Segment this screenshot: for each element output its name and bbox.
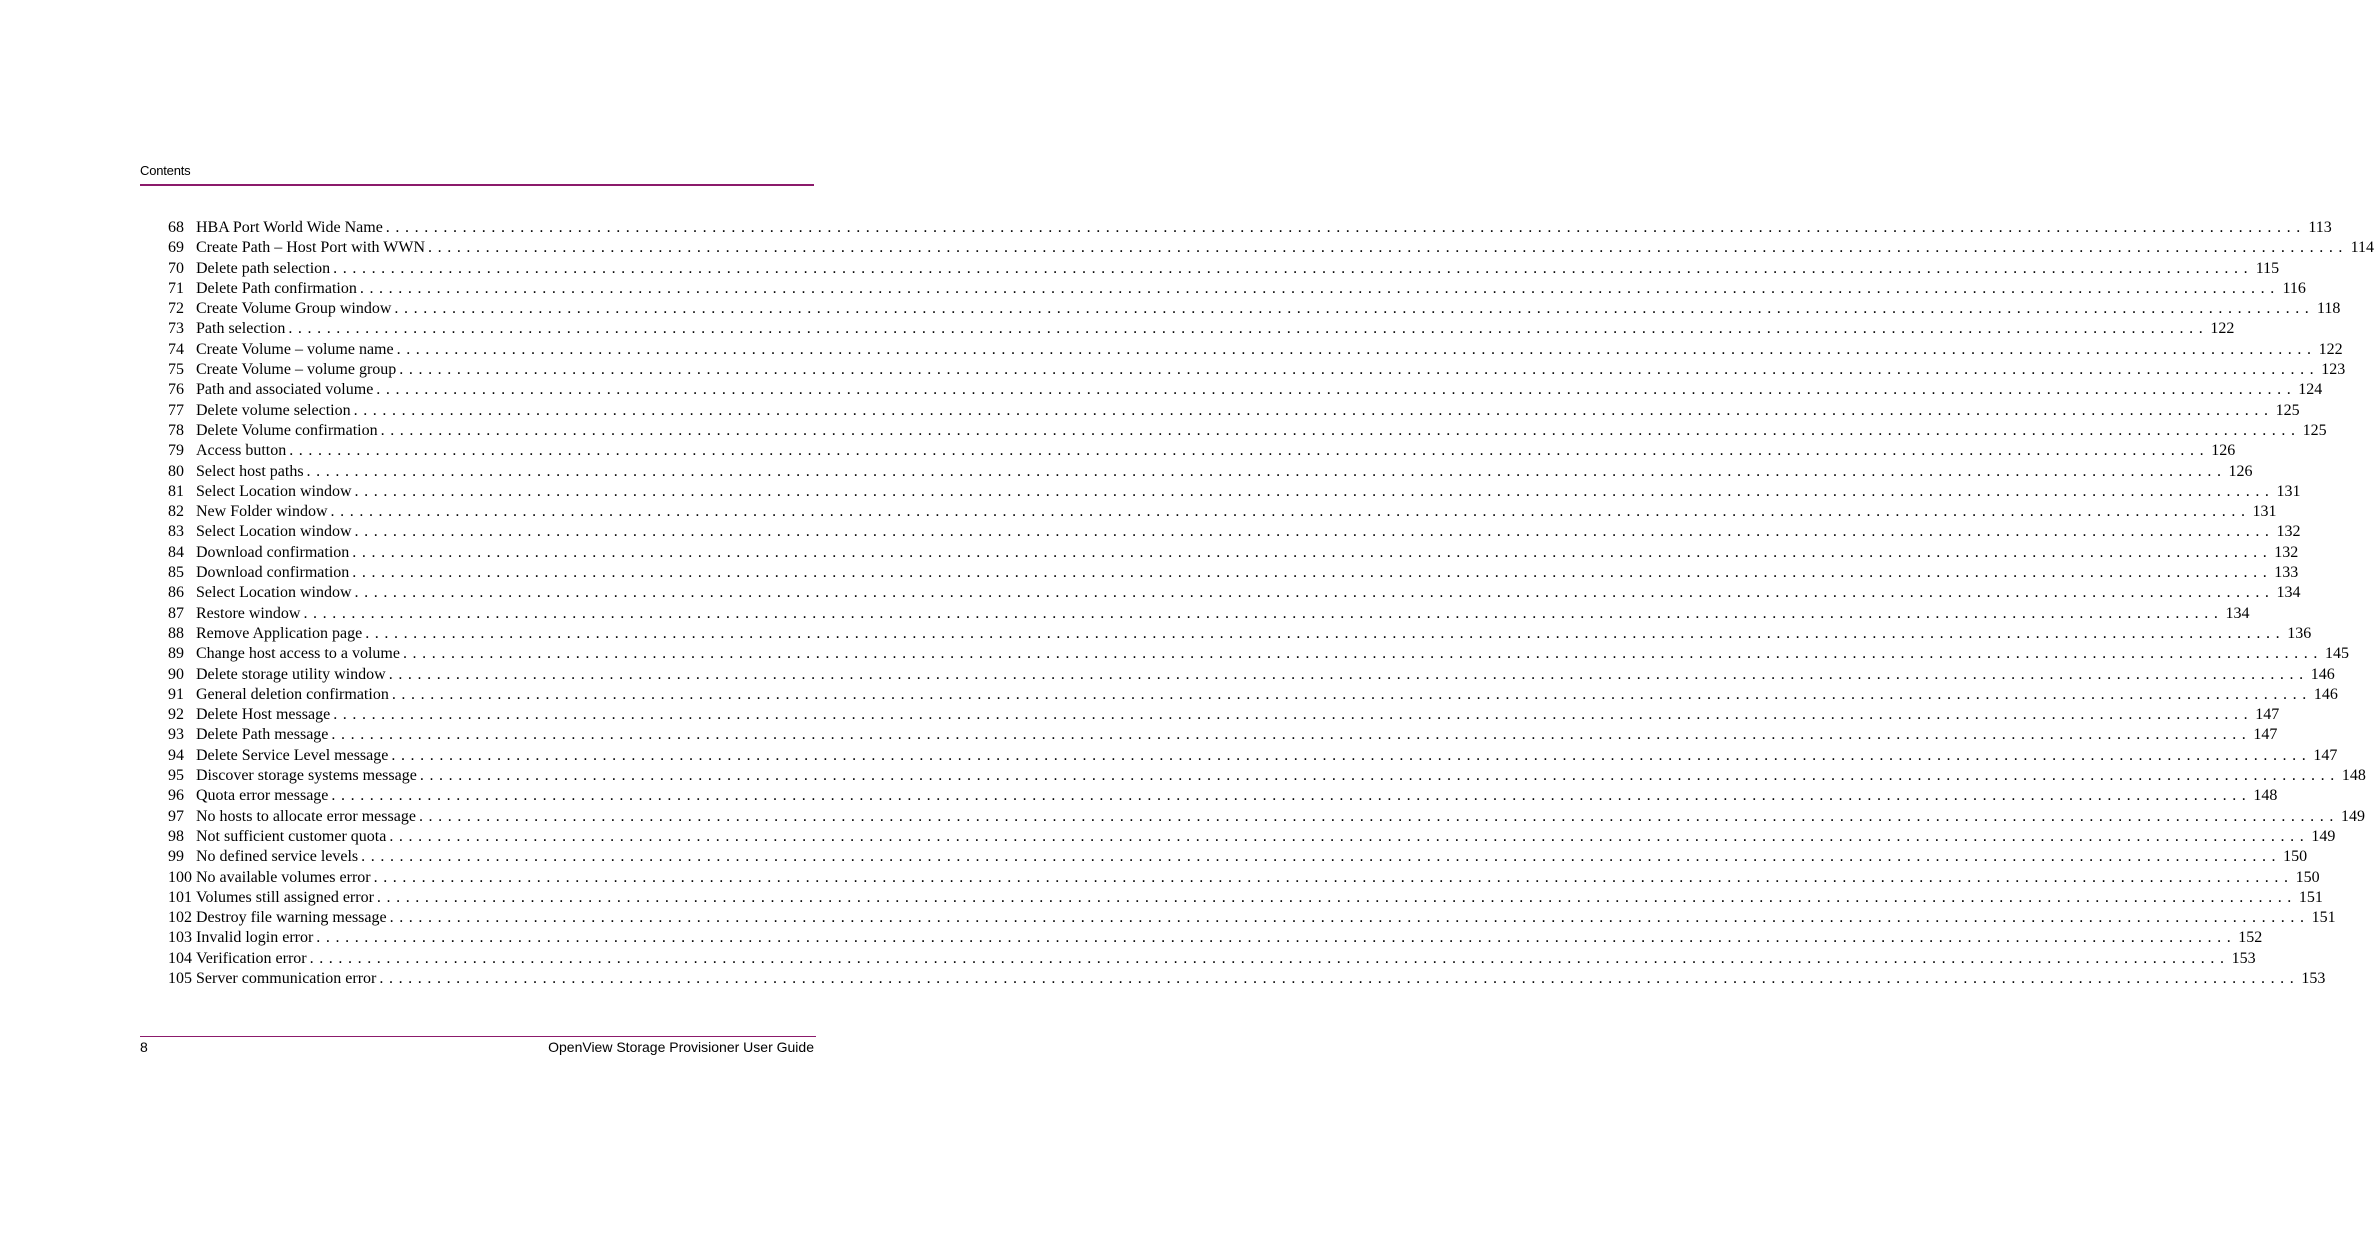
figure-page-number: 146 [2313,685,2338,703]
toc-entry[interactable] [168,807,2365,828]
dot-leader: ........................................................................................................................................................................................................ [331,787,2252,805]
figure-page-number: 150 [2283,848,2308,866]
figure-title: Delete Path message [196,726,329,744]
toc-entry[interactable] [168,523,2301,543]
figure-page-number: 148 [2253,787,2278,805]
figure-number: 72 [168,300,184,318]
figure-number: 93 [168,726,184,744]
figure-number: 94 [168,746,184,764]
dot-leader: ........................................................................................................................................................................................................ [419,767,2340,785]
figure-number: 90 [168,665,184,683]
figure-page-number: 131 [2276,482,2301,500]
header-rule [140,184,814,186]
figure-page-number: 152 [2238,929,2263,947]
figure-page-number: 151 [2298,888,2323,906]
figure-title: Delete path selection [196,259,331,277]
figure-title: Create Path – Host Port with WWN [196,239,426,257]
dot-leader: ........................................................................................................................................................................................................ [303,604,2224,622]
figure-page-number: 147 [2313,746,2338,764]
figure-number: 82 [168,503,184,521]
figure-title: Discover storage systems message [196,767,417,785]
figure-page-number: 145 [2324,645,2349,663]
figure-number: 76 [168,381,184,399]
figure-title: Download confirmation [196,543,350,561]
dot-leader: ........................................................................................................................................................................................................ [379,969,2300,987]
figure-number: 81 [168,482,184,500]
list-of-figures [168,219,2374,990]
figure-number: 69 [168,239,184,257]
dot-leader: ........................................................................................................................................................................................................ [388,665,2309,683]
figure-number: 87 [168,604,184,622]
dot-leader: ........................................................................................................................................................................................................ [399,361,2320,379]
dot-leader: ........................................................................................................................................................................................................ [354,482,2275,500]
figure-number: 96 [168,787,184,805]
dot-leader: ........................................................................................................................................................................................................ [359,279,2280,297]
figure-page-number: 147 [2255,706,2280,724]
figure-page-number: 115 [2255,259,2280,277]
figure-title: Remove Application page [196,624,363,642]
figure-title: HBA Port World Wide Name [196,219,383,236]
figure-page-number: 126 [2211,442,2236,460]
toc-entry[interactable] [168,320,2235,340]
figure-number: 79 [168,442,184,460]
figure-page-number: 122 [2318,340,2343,358]
figure-title: Select Location window [196,523,352,541]
dot-leader: ........................................................................................................................................................................................................ [352,564,2273,582]
figure-title: No defined service levels [196,848,359,866]
dot-leader: ........................................................................................................................................................................................................ [389,909,2310,927]
figure-title: Create Volume – volume group [196,361,397,379]
figure-page-number: 149 [2311,827,2336,845]
toc-entry[interactable] [168,401,2300,422]
figure-title: General deletion confirmation [196,685,389,703]
figure-title: Create Volume – volume name [196,340,394,358]
figure-number: 89 [168,645,184,663]
toc-entry[interactable] [168,868,2320,889]
figure-page-number: 146 [2310,665,2335,683]
figure-number: 77 [168,401,184,419]
figure-number: 92 [168,706,184,724]
figure-number: 101 [168,888,192,906]
toc-entry[interactable] [168,361,2346,381]
figure-page-number: 123 [2321,361,2346,379]
figure-page-number: 132 [2274,543,2299,561]
figure-title: No available volumes error [196,868,371,886]
dot-leader: ........................................................................................................................................................................................................ [333,259,2254,277]
guide-title: OpenView Storage Provisioner User Guide [548,1039,814,1055]
figure-number: 68 [168,219,184,236]
figure-title: Delete Host message [196,706,331,724]
figure-title: Delete Service Level message [196,746,389,764]
dot-leader: ........................................................................................................................................................................................................ [289,442,2210,460]
dot-leader: ........................................................................................................................................................................................................ [306,462,2227,480]
figure-page-number: 113 [2308,219,2332,236]
figure-number: 73 [168,320,184,338]
figure-title: Restore window [196,604,301,622]
toc-entry[interactable] [168,543,2299,564]
figure-number: 105 [168,969,192,987]
figure-page-number: 125 [2275,401,2300,419]
figure-page-number: 126 [2228,462,2253,480]
figure-page-number: 153 [2301,969,2326,987]
figure-page-number: 151 [2311,909,2336,927]
dot-leader: ........................................................................................................................................................................................................ [391,746,2312,764]
figure-page-number: 133 [2274,564,2299,582]
toc-entry[interactable] [168,219,2332,239]
toc-entry[interactable] [168,604,2250,625]
dot-leader: ........................................................................................................................................................................................................ [428,239,2349,257]
dot-leader: ........................................................................................................................................................................................................ [352,543,2273,561]
figure-page-number: 132 [2276,523,2301,541]
figure-number: 100 [168,868,192,886]
toc-entry[interactable] [168,685,2338,706]
figure-number: 99 [168,848,184,866]
figure-number: 86 [168,584,184,602]
figure-title: Delete Volume confirmation [196,421,378,439]
dot-leader: ........................................................................................................................................................................................................ [418,807,2339,825]
dot-leader: ........................................................................................................................................................................................................ [354,584,2275,602]
toc-entry[interactable] [168,665,2335,686]
figure-page-number: 136 [2287,624,2312,642]
toc-entry[interactable] [168,827,2336,848]
dot-leader: ........................................................................................................................................................................................................ [376,381,2297,399]
toc-entry[interactable] [168,239,2374,259]
toc-entry[interactable] [168,746,2338,767]
toc-entry[interactable] [168,421,2327,442]
figure-number: 74 [168,340,184,358]
footer-rule [140,1036,816,1037]
figure-number: 70 [168,259,184,277]
toc-entry[interactable] [168,564,2299,584]
figure-title: Access button [196,442,287,460]
figure-title: Path and associated volume [196,381,374,399]
running-head: Contents [140,163,191,178]
dot-leader: ........................................................................................................................................................................................................ [361,848,2282,866]
figure-number: 98 [168,827,184,845]
toc-entry[interactable] [168,645,2349,665]
dot-leader: ........................................................................................................................................................................................................ [402,645,2323,663]
dot-leader: ........................................................................................................................................................................................................ [389,827,2310,845]
toc-entry[interactable] [168,949,2256,970]
toc-entry[interactable] [168,300,2341,320]
figure-page-number: 134 [2225,604,2250,622]
toc-entry[interactable] [168,909,2336,929]
figure-title: Server communication error [196,969,377,987]
toc-entry[interactable] [168,848,2308,868]
dot-leader: ........................................................................................................................................................................................................ [396,340,2317,358]
toc-entry[interactable] [168,482,2301,503]
toc-entry[interactable] [168,462,2253,483]
figure-number: 85 [168,564,184,582]
dot-leader: ........................................................................................................................................................................................................ [373,868,2294,886]
figure-page-number: 118 [2316,300,2341,318]
dot-leader: ........................................................................................................................................................................................................ [391,685,2312,703]
figure-title: Invalid login error [196,929,314,947]
dot-leader: ........................................................................................................................................................................................................ [354,523,2275,541]
toc-entry[interactable] [168,969,2326,990]
figure-title: New Folder window [196,503,328,521]
toc-entry[interactable] [168,726,2278,746]
figure-number: 97 [168,807,184,825]
figure-page-number: 125 [2302,421,2327,439]
figure-title: Path selection [196,320,286,338]
figure-title: Download confirmation [196,564,350,582]
figure-title: Delete storage utility window [196,665,386,683]
figure-title: Delete Path confirmation [196,279,357,297]
figure-number: 88 [168,624,184,642]
figure-number: 102 [168,909,192,927]
figure-number: 104 [168,949,192,967]
figure-page-number: 114 [2350,239,2374,257]
figure-number: 80 [168,462,184,480]
figure-number: 78 [168,421,184,439]
dot-leader: ........................................................................................................................................................................................................ [394,300,2315,318]
figure-title: Quota error message [196,787,329,805]
figure-title: Select Location window [196,584,352,602]
toc-entry[interactable] [168,279,2306,300]
toc-entry[interactable] [168,929,2263,949]
dot-leader: ........................................................................................................................................................................................................ [316,929,2237,947]
dot-leader: ........................................................................................................................................................................................................ [385,219,2306,236]
dot-leader: ........................................................................................................................................................................................................ [288,320,2209,338]
figure-title: Create Volume Group window [196,300,392,318]
dot-leader: ........................................................................................................................................................................................................ [331,726,2252,744]
figure-title: Delete volume selection [196,401,351,419]
dot-leader: ........................................................................................................................................................................................................ [376,888,2297,906]
figure-page-number: 148 [2341,767,2366,785]
figure-number: 75 [168,361,184,379]
figure-page-number: 149 [2340,807,2365,825]
toc-entry[interactable] [168,706,2280,726]
toc-entry[interactable] [168,624,2312,645]
dot-leader: ........................................................................................................................................................................................................ [333,706,2254,724]
dot-leader: ........................................................................................................................................................................................................ [353,401,2274,419]
figure-title: Not sufficient customer quota [196,827,387,845]
figure-page-number: 122 [2210,320,2235,338]
figure-page-number: 153 [2231,949,2256,967]
toc-entry[interactable] [168,888,2323,909]
figure-title: Select Location window [196,482,352,500]
figure-page-number: 147 [2253,726,2278,744]
figure-title: Volumes still assigned error [196,888,374,906]
figure-number: 103 [168,929,192,947]
figure-number: 91 [168,685,184,703]
dot-leader: ........................................................................................................................................................................................................ [330,503,2251,521]
toc-entry[interactable] [168,340,2343,361]
figure-page-number: 134 [2276,584,2301,602]
toc-entry[interactable] [168,259,2280,280]
toc-entry[interactable] [168,767,2366,787]
dot-leader: ........................................................................................................................................................................................................ [365,624,2286,642]
toc-entry[interactable] [168,381,2323,401]
figure-title: Select host paths [196,462,304,480]
figure-number: 95 [168,767,184,785]
toc-entry[interactable] [168,503,2277,523]
figure-number: 83 [168,523,184,541]
figure-page-number: 150 [2295,868,2320,886]
figure-number: 71 [168,279,184,297]
figure-page-number: 124 [2298,381,2323,399]
dot-leader: ........................................................................................................................................................................................................ [309,949,2230,967]
figure-number: 84 [168,543,184,561]
dot-leader: ........................................................................................................................................................................................................ [380,421,2301,439]
figure-title: No hosts to allocate error message [196,807,416,825]
figure-title: Change host access to a volume [196,645,400,663]
page-number: 8 [140,1039,148,1055]
toc-entry[interactable] [168,584,2301,604]
toc-entry[interactable] [168,442,2236,462]
figure-page-number: 116 [2282,279,2306,297]
figure-title: Verification error [196,949,307,967]
figure-title: Destroy file warning message [196,909,387,927]
toc-entry[interactable] [168,787,2278,807]
figure-page-number: 131 [2252,503,2277,521]
